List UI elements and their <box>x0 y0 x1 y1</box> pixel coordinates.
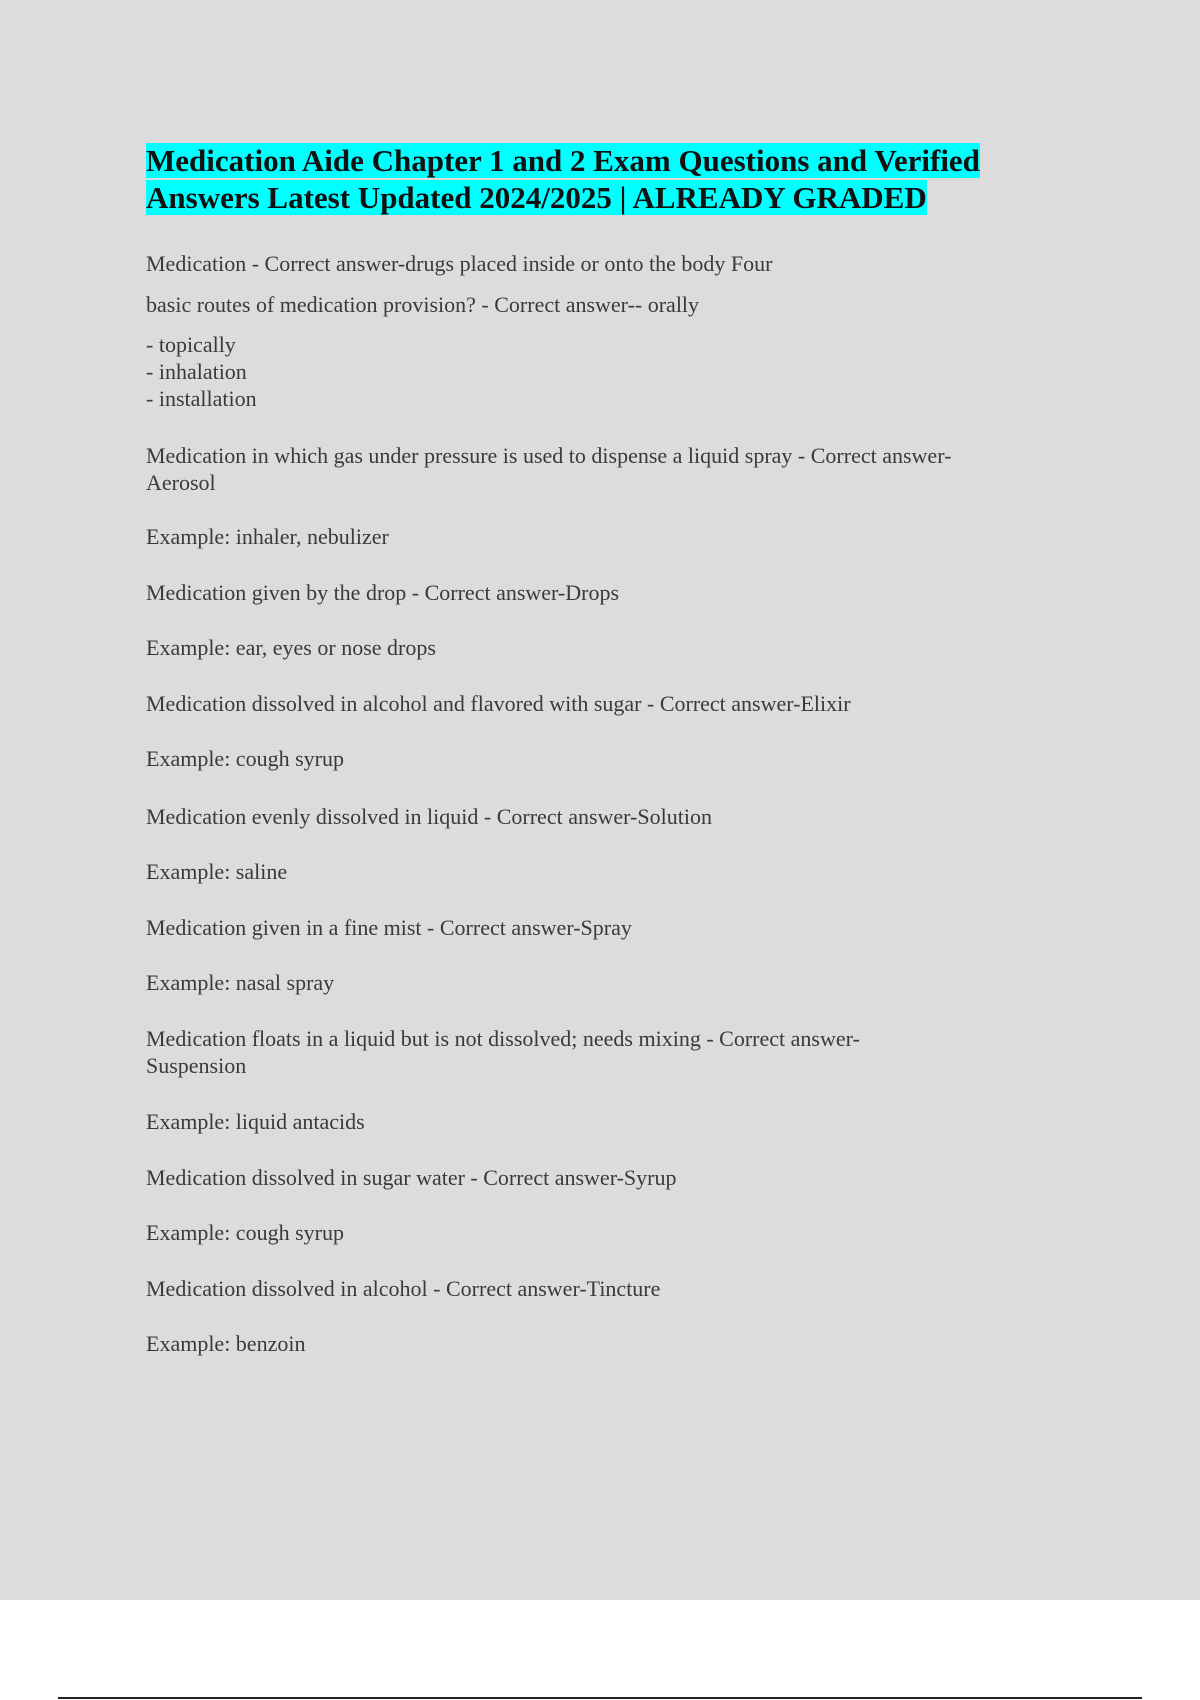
text-line: Suspension <box>146 1053 247 1078</box>
text-line: Example: cough syrup <box>146 746 344 771</box>
text-line: Example: ear, eyes or nose drops <box>146 635 436 660</box>
text-line: Example: inhaler, nebulizer <box>146 524 389 549</box>
text-line: Aerosol <box>146 470 216 495</box>
text-line: Medication dissolved in alcohol - Correct answer-Tincture <box>146 1276 661 1301</box>
title-line-2: Answers Latest Updated 2024/2025 | ALREADY GRADED <box>146 180 927 215</box>
text-line: Example: nasal spray <box>146 970 335 995</box>
footer-divider <box>58 1697 1142 1699</box>
text-line: Example: saline <box>146 859 288 884</box>
list-item: - inhalation <box>146 359 247 384</box>
document-content <box>146 142 1046 1357</box>
text-line: Example: liquid antacids <box>146 1109 365 1134</box>
title-line-1: Medication Aide Chapter 1 and 2 Exam Questions and Verified <box>146 143 980 178</box>
text-line: Medication dissolved in sugar water - Correct answer-Syrup <box>146 1165 677 1190</box>
text-line: Medication evenly dissolved in liquid - Correct answer-Solution <box>146 804 712 829</box>
text-line: Medication floats in a liquid but is not dissolved; needs mixing - Correct answer- <box>146 1026 860 1051</box>
text-line: Medication given in a fine mist - Correct answer-Spray <box>146 915 632 940</box>
text-line: Medication in which gas under pressure is used to dispense a liquid spray - Correct answer- <box>146 443 952 468</box>
text-line: Medication - Correct answer-drugs placed inside or onto the body Four <box>146 251 773 276</box>
text-line: Medication given by the drop - Correct answer-Drops <box>146 580 620 605</box>
text-line: basic routes of medication provision? - Correct answer-- orally <box>146 292 700 317</box>
document-title <box>146 142 1046 216</box>
list-item: - topically <box>146 332 236 357</box>
list-item: - installation <box>146 386 257 411</box>
text-line: Example: cough syrup <box>146 1220 344 1245</box>
text-line: Medication dissolved in alcohol and flavored with sugar - Correct answer-Elixir <box>146 691 851 716</box>
text-line: Example: benzoin <box>146 1331 306 1356</box>
